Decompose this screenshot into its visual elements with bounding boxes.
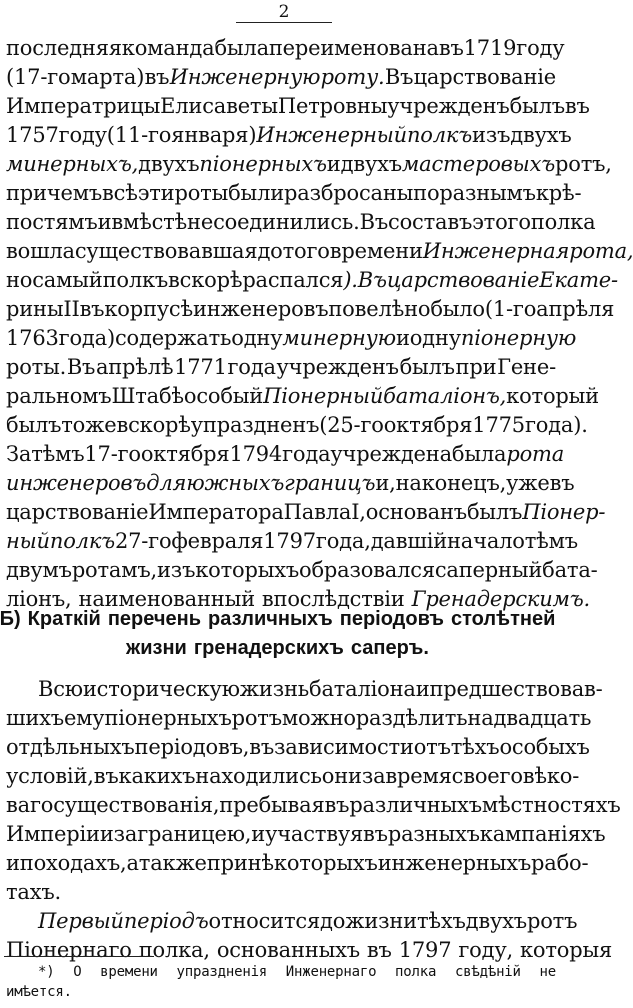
text-line: ваго существованія, пребывая въ различныхъ мѣстностяхъ — [6, 793, 621, 817]
text-line: 1757 году (11-го января) Инженерный полкъ изъ двухъ — [6, 123, 572, 147]
text-line: 1763 года) содержать одну минерную и одну пiонерную — [6, 326, 577, 350]
text-line: рины II въ корпусѣ инженеровъ повелѣно было (1-го апрѣля — [6, 297, 615, 321]
text-line: но самый полкъ вскорѣ распался ). Въ царствованіе Екате- — [6, 268, 618, 292]
paragraph-2 — [6, 675, 621, 965]
text-line: имѣется. — [6, 984, 72, 1000]
text-line: царствованіе Императора Павла I, основанъ былъ Пiонер- — [6, 500, 606, 524]
text-line: лiонъ, наименованный впослѣдствіи Гренадерскимъ. — [6, 587, 591, 611]
text-line: Первый періодъ относится до жизни тѣхъ двухъ ротъ — [38, 909, 578, 933]
text-line: условій, въ какихъ находились они за время своего вѣко- — [6, 764, 580, 788]
paragraph-1 — [6, 34, 633, 614]
page-number: 2 — [278, 2, 290, 22]
text-line: Б) Краткій перечень различныхъ періодовъ столѣтней — [0, 608, 556, 630]
text-line: причемъ всѣ эти роты были разбросаны по разнымъ крѣ- — [6, 181, 582, 205]
text-line: *) О времени упраздненія Инженернаго полка свѣдѣній не — [38, 964, 556, 980]
footnote-rule — [4, 956, 154, 957]
text-line: ральномъ Штабѣ особый Пiонерный баталiонъ, который — [6, 384, 599, 408]
section-heading — [0, 605, 556, 663]
text-line: и походахъ, а также при нѣкоторыхъ инженерныхъ рабо- — [6, 851, 589, 875]
text-line: отдѣльныхъ періодовъ, въ зависимости отъ тѣхъ особыхъ — [6, 735, 590, 759]
text-line: постямъ и вмѣстѣ не соединились. Въ составъ этого полка — [6, 210, 596, 234]
text-line: инженеровъ для южныхъ границъ и, наконецъ, уже въ — [6, 471, 575, 495]
text-line: вошла существовавшая до того времени Инженерная рота, — [6, 239, 633, 263]
text-line: Пiонернаго полка, основанныхъ въ 1797 году, которыя — [6, 938, 613, 962]
text-line: тахъ. — [6, 880, 62, 904]
text-line: Императрицы Елисаветы Петровны учрежденъ былъ въ — [6, 94, 590, 118]
footnote — [6, 962, 556, 1002]
text-line: Имперіи и за границею, и участвуя въ разныхъ кампаніяхъ — [6, 822, 606, 846]
text-line: последняя команда была переименована въ 1719 году — [6, 36, 565, 60]
text-line: былъ тоже вскорѣ упраздненъ (25-го октября 1775 года). — [6, 413, 588, 437]
text-line: Затѣмъ 17-го октября 1794 года учреждена была рота — [6, 442, 565, 466]
text-line: двумъ ротамъ, изъ которыхъ образовался саперный бата- — [6, 558, 598, 582]
text-line: (17-го марта) въ Инженерную роту. Въ царствованіе — [6, 65, 556, 89]
text-line: Всю историческую жизнь баталiона и предшествовав- — [38, 677, 603, 701]
text-line: роты. Въ апрѣлѣ 1771 года учрежденъ былъ при Гене- — [6, 355, 556, 379]
text-line: жизни гренадерскихъ саперъ. — [126, 637, 429, 659]
text-line: минерныхъ, двухъ пiонерныхъ и двухъ мастеровыхъ ротъ, — [6, 152, 612, 176]
text-line: ный полкъ 27-го февраля 1797 года, давшій начало тѣмъ — [6, 529, 578, 553]
text-line: шихъ ему пiонерныхъ ротъ можно раздѣлить на двадцать — [6, 706, 592, 730]
header-rule — [236, 22, 332, 23]
